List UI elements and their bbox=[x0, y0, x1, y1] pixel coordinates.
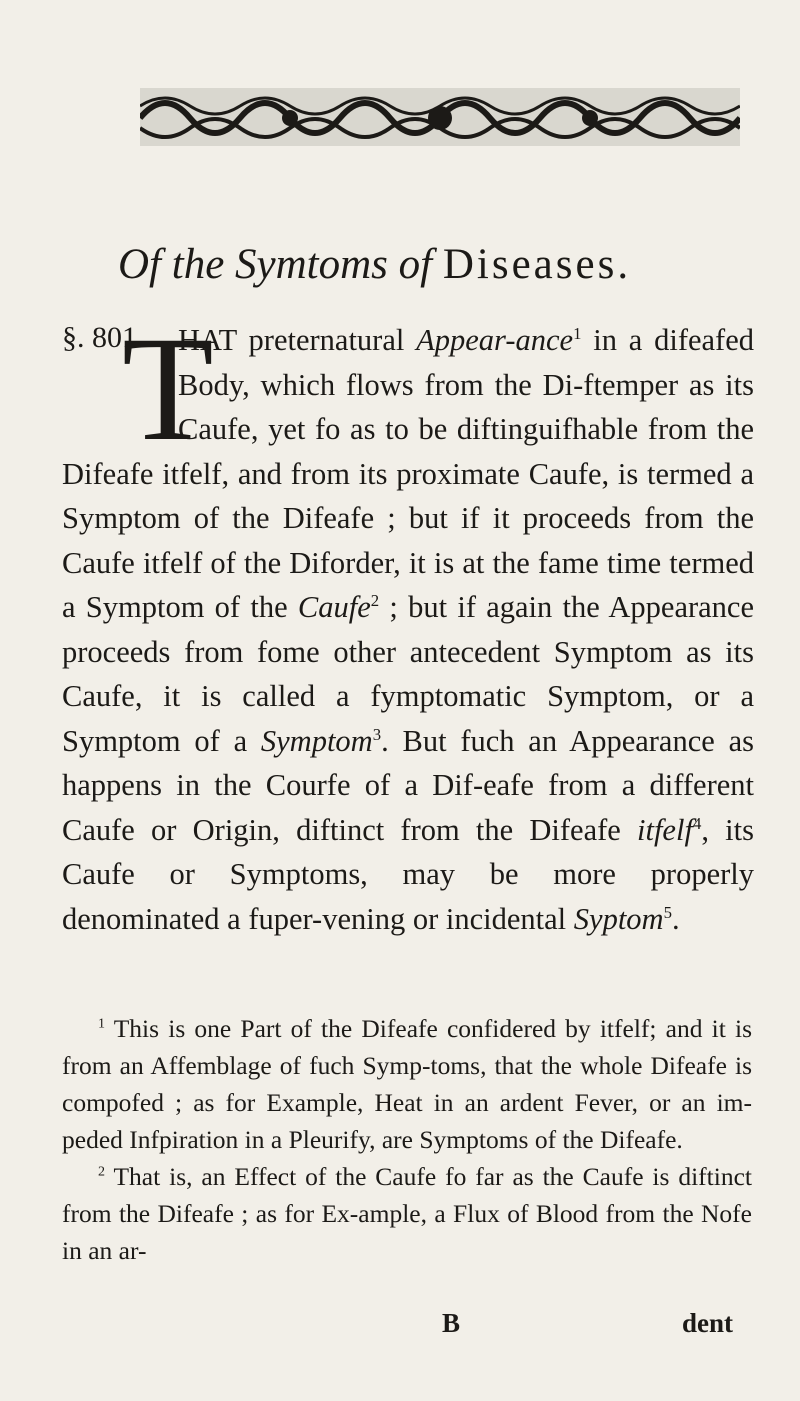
footnote-text: That is, an Effect of the Caufe fo far as the Caufe is diftinct from the Difeafe ; as for Ex-ample, a Flux of Blood from the Nofe in an ar- bbox=[62, 1162, 752, 1265]
footnote bbox=[62, 1158, 752, 1269]
footnotes bbox=[62, 1010, 752, 1269]
paragraph-text-5: , its Caufe or Symptoms, may be more properly denominated a fuper-vening or incidental bbox=[62, 812, 754, 936]
footnote-ref-4: 4 bbox=[692, 813, 702, 833]
signature-mark: B bbox=[442, 1308, 461, 1338]
paragraph-text-4: . But fuch an Appearance as happens in the Courfe of a Dif-eafe from a different Caufe or Origin, diftinct from the Difeafe bbox=[62, 723, 754, 847]
catchword: dent bbox=[682, 1308, 734, 1338]
footnote-ref-5: 5 bbox=[663, 902, 672, 922]
paragraph-text-6: . bbox=[671, 901, 680, 936]
paragraph-text-2: in a difeafed Body, which flows from the Di-ftemper as its Caufe, yet fo as to be diftinguifhable from the Difeafe itfelf, and from its proximate Caufe, is termed a Symptom of the Difeafe ; but if it proceeds from the Caufe itfelf of the Diforder, it is at the fame time termed a Symptom of the bbox=[62, 323, 754, 624]
heading-diseases: Diseases. bbox=[442, 241, 632, 288]
paragraph-text-1: HAT preternatural bbox=[178, 323, 417, 357]
main-paragraph bbox=[62, 306, 754, 941]
chapter-heading bbox=[118, 240, 718, 290]
section-number: §. 801. bbox=[62, 321, 145, 354]
footnote-ref-2: 2 bbox=[370, 590, 380, 610]
term-caufe: Caufe bbox=[297, 590, 371, 624]
footnote-ref-1: 1 bbox=[573, 323, 582, 343]
decorative-headpiece-ornament bbox=[140, 88, 740, 146]
footnote-text: This is one Part of the Difeafe confidered by itfelf; and it is from an Affemblage of fuch Symp-toms, that the whole Difeafe is compofed ; as for Example, Heat in an ardent Fever, or an im-peded Infpiration in a Pleurify, are Symptoms of the Difeafe. bbox=[62, 1014, 752, 1154]
heading-of: Of bbox=[118, 241, 161, 288]
footnote-marker: 2 bbox=[98, 1164, 106, 1180]
footnote-ref-3: 3 bbox=[372, 724, 382, 744]
term-appearance: Appear-ance bbox=[416, 323, 574, 357]
paragraph-text-3: ; but if again the Appearance proceeds from fome other antecedent Symptom as its Caufe, it is called a fymptomatic Symptom, or a Symptom of a bbox=[62, 590, 754, 758]
term-syptom: Syptom bbox=[573, 901, 664, 936]
footnote bbox=[62, 1010, 752, 1158]
term-itself: itfelf bbox=[637, 812, 693, 847]
term-symptom: Symptom bbox=[260, 723, 373, 758]
footnote-marker: 1 bbox=[98, 1016, 106, 1032]
heading-of-2: of bbox=[398, 241, 433, 288]
section-opener bbox=[62, 306, 214, 472]
drop-cap: T bbox=[122, 306, 214, 472]
heading-the-symptoms: the Symtoms bbox=[171, 241, 388, 288]
